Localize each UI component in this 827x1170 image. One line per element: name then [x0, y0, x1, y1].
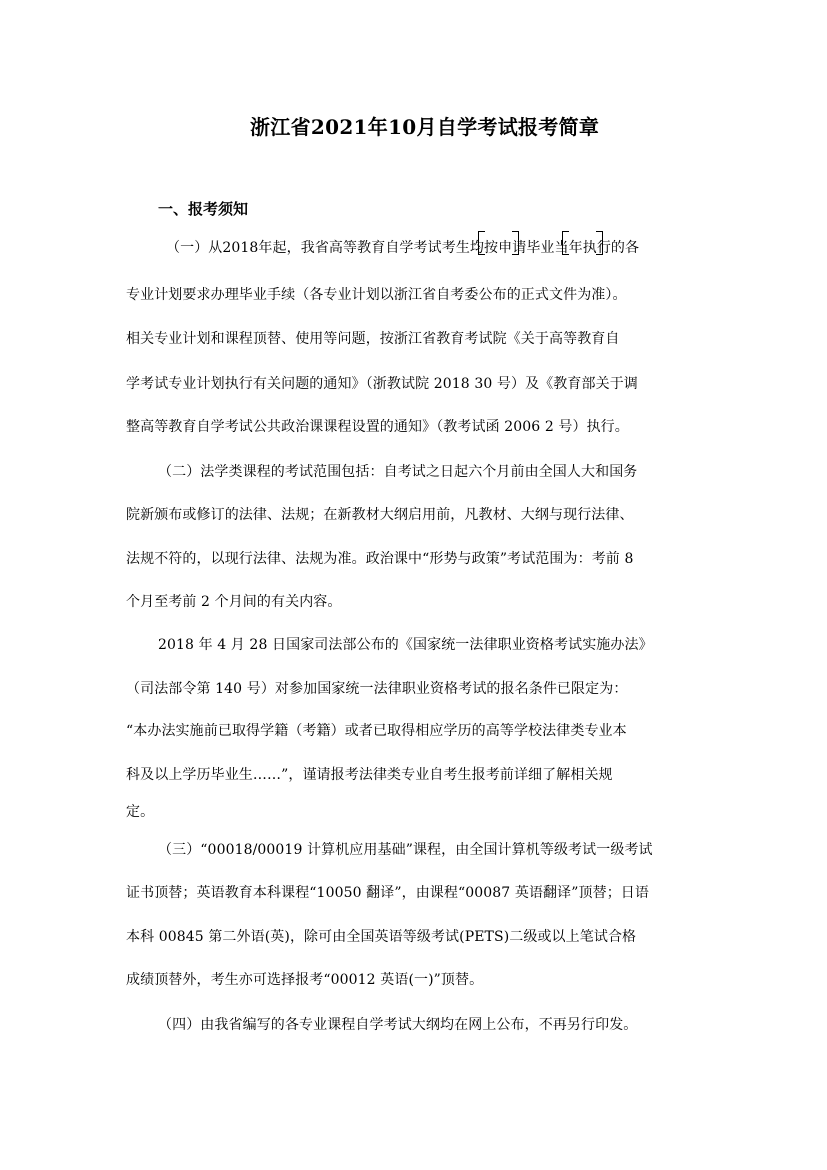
paragraph-1-line-5: 整高等教育自学考试公共政治课课程设置的通知》（教考试函 2006 2 号）执行。 [126, 419, 629, 435]
paragraph-1-line-1: （一）从2018年起，我省高等教育自学考试考生均按申请毕业当年执行的各 [166, 240, 640, 256]
section-heading-1: 一、报考须知 [158, 200, 249, 218]
bracket-mark [512, 231, 519, 255]
bracket-mark [478, 231, 485, 255]
paragraph-1-line-2: 专业计划要求办理毕业手续（各专业计划以浙江省自考委公布的正式文件为准）。 [126, 287, 627, 303]
paragraph-1-line-4: 学考试专业计划执行有关问题的通知》（浙教试院 2018 30 号）及《教育部关于调 [126, 376, 638, 392]
paragraph-4-line-3: 本科 00845 第二外语(英)，除可由全国英语等级考试(PETS)二级或以上笔试合格 [126, 929, 637, 945]
paragraph-3-line-2: （司法部令第 140 号）对参加国家统一法律职业资格考试的报名条件已限定为： [126, 681, 628, 697]
paragraph-2-line-1: （二）法学类课程的考试范围包括：自考试之日起六个月前由全国人大和国务 [158, 464, 638, 480]
paragraph-3-line-3: “本办法实施前已取得学籍（考籍）或者已取得相应学历的高等学校法律类专业本 [126, 723, 627, 739]
paragraph-5-line-1: （四）由我省编写的各专业课程自学考试大纲均在网上公布，不再另行印发。 [158, 1017, 638, 1033]
paragraph-4-line-1: （三）“00018/00019 计算机应用基础”课程，由全国计算机等级考试一级考试 [158, 842, 653, 858]
paragraph-2-line-2: 院新颁布或修订的法律、法规；在新教材大纲启用前，凡教材、大纲与现行法律、 [126, 507, 634, 523]
paragraph-1-line-3: 相关专业计划和课程顶替、使用等问题，按浙江省教育考试院《关于高等教育自 [126, 331, 620, 347]
paragraph-4-line-2: 证书顶替；英语教育本科课程“10050 翻译”，由课程“00087 英语翻译”顶替；日语 [126, 885, 649, 901]
paragraph-4-line-4: 成绩顶替外，考生亦可选择报考“00012 英语(一)”顶替。 [126, 972, 484, 988]
paragraph-2-line-3: 法规不符的，以现行法律、法规为准。政治课中“形势与政策”考试范围为：考前 8 [126, 551, 634, 567]
paragraph-3-line-5: 定。 [126, 804, 155, 820]
paragraph-2-line-4: 个月至考前 2 个月间的有关内容。 [126, 594, 342, 610]
bracket-mark [596, 231, 603, 255]
paragraph-3-line-4: 科及以上学历毕业生……”，谨请报考法律类专业自考生报考前详细了解相关规 [126, 767, 613, 783]
bracket-mark [562, 231, 569, 255]
document-title: 浙江省2021年10月自学考试报考简章 [250, 115, 600, 139]
paragraph-3-line-1: 2018 年 4 月 28 日国家司法部公布的《国家统一法律职业资格考试实施办法》 [158, 637, 653, 653]
